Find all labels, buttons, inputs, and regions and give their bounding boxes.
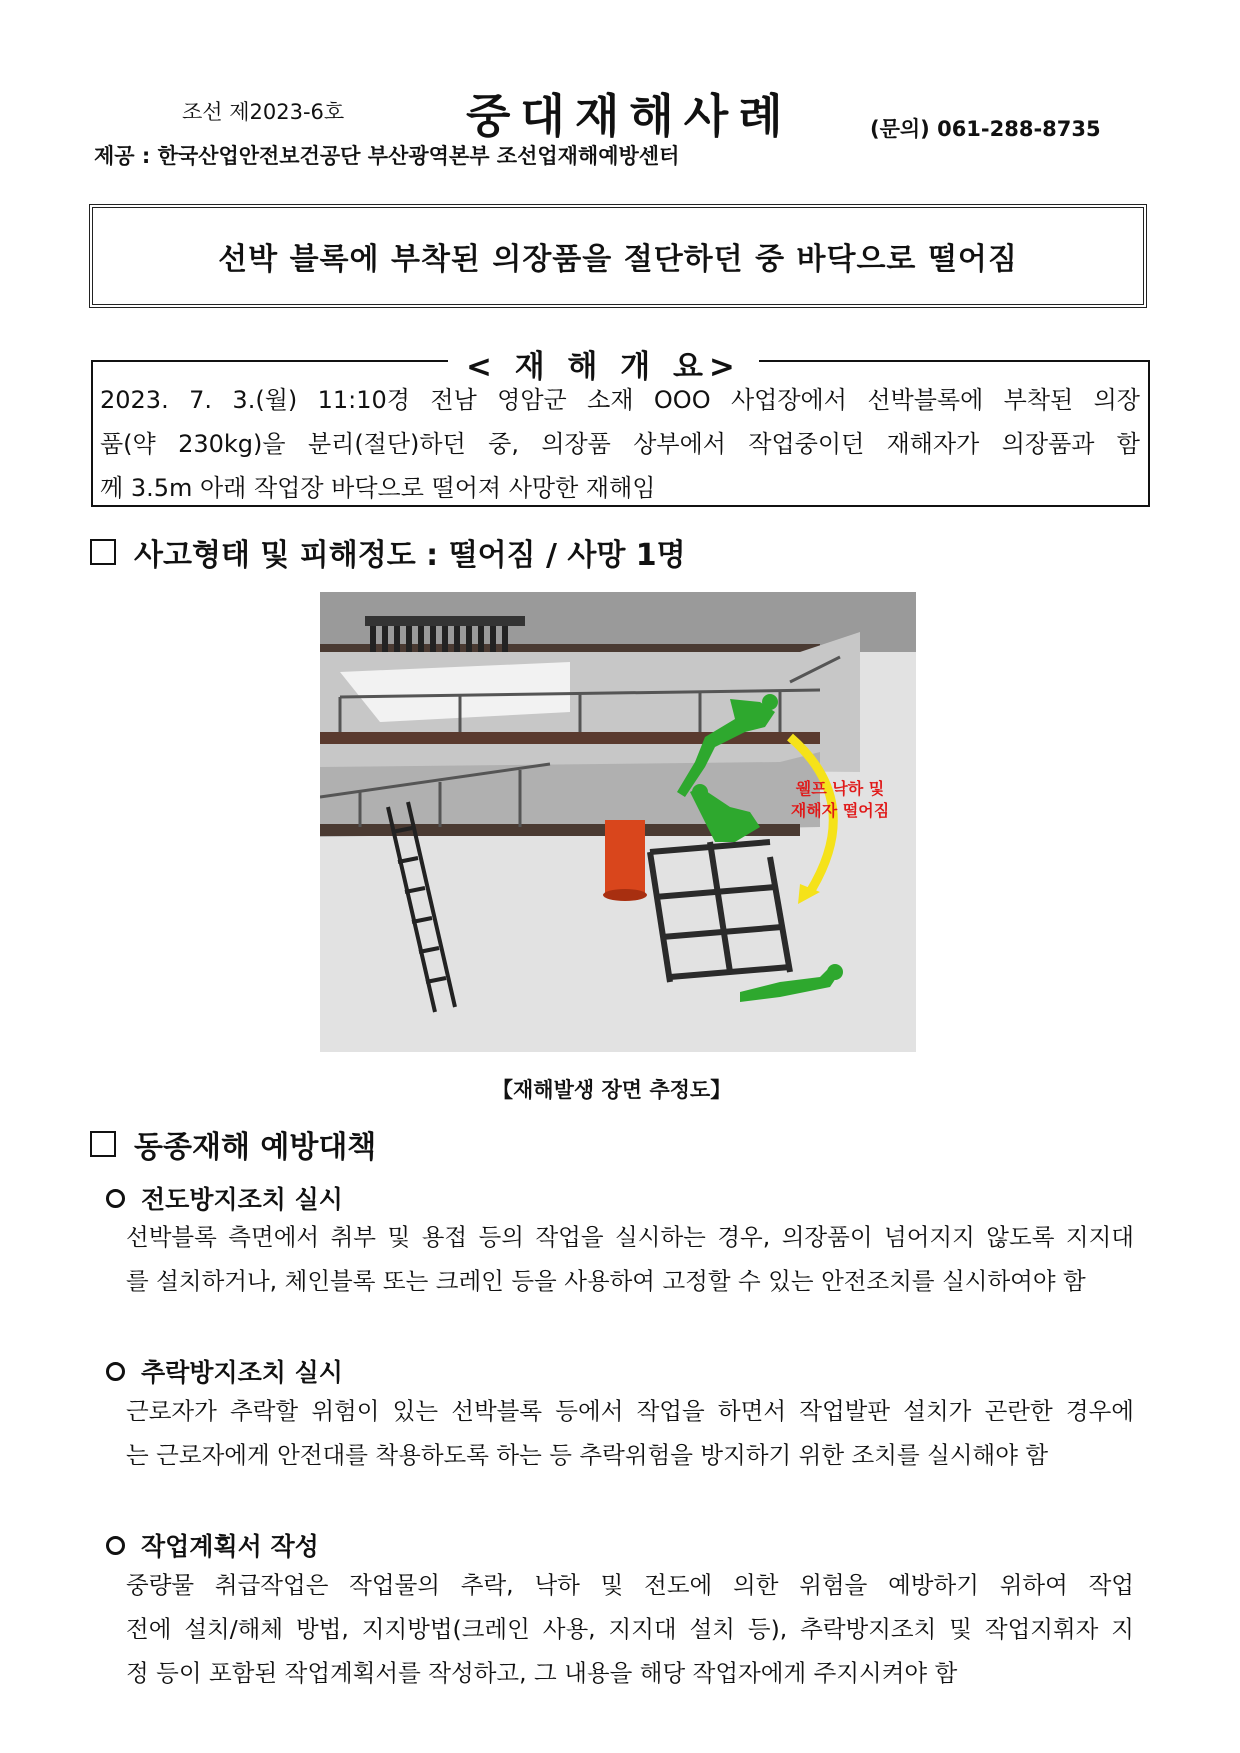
headline-box	[89, 204, 1147, 308]
support-pillar	[605, 820, 645, 895]
prevention-item-3-title	[106, 1527, 319, 1563]
prevention-heading-text: 동종재해 예방대책	[134, 1130, 377, 1165]
outfitting-frame	[650, 842, 790, 982]
opening	[340, 662, 570, 722]
body-line: 전에 설치/해체 방법, 지지방법(크레인 사용, 지지대 설치 등), 추락방지조치 및 작업지휘자 지	[126, 1615, 1134, 1643]
prevention-item-2-body	[126, 1389, 1134, 1477]
bullet-circle-icon	[106, 1362, 125, 1381]
body-line: 중량물 취급작업은 작업물의 추락, 낙하 및 전도에 의한 위험을 예방하기 위하여 작업	[126, 1571, 1134, 1599]
prevention-item-1-body	[126, 1215, 1134, 1303]
accident-scene-svg	[320, 592, 916, 1052]
contact-phone: (문의) 061-288-8735	[870, 117, 1101, 141]
body-line: 를 설치하거나, 체인블록 또는 크레인 등을 사용하여 고정할 수 있는 안전조치를 실시하여야 함	[126, 1267, 1086, 1295]
summary-line: 품(약 230kg)을 분리(절단)하던 중, 의장품 상부에서 작업중이던 재해자가 의장품과 함	[100, 430, 1140, 458]
body-line: 선박블록 측면에서 취부 및 용접 등의 작업을 실시하는 경우, 의장품이 넘어지지 않도록 지지대	[126, 1223, 1134, 1251]
prevention-item-3-body	[126, 1563, 1134, 1695]
document-number: 조선 제2023-6호	[182, 100, 345, 124]
prevention-section-heading	[90, 1122, 376, 1166]
bullet-circle-icon	[106, 1189, 125, 1208]
accident-illustration	[320, 592, 916, 1052]
middle-deck	[320, 732, 820, 744]
summary-line: 2023. 7. 3.(월) 11:10경 전남 영암군 소재 OOO 사업장에서 선박블록에 부착된 의장	[100, 386, 1140, 414]
figure-label-line1: 웰프 낙하 및	[795, 779, 885, 798]
prevention-item-title: 추락방지조치 실시	[141, 1358, 343, 1387]
prevention-item-title: 작업계획서 작성	[141, 1532, 319, 1561]
prevention-item-title: 전도방지조치 실시	[141, 1185, 343, 1214]
page-title: 중대재해사례	[466, 89, 793, 143]
summary-line: 께 3.5m 아래 작업장 바닥으로 떨어져 사망한 재해임	[100, 474, 656, 502]
body-line: 근로자가 추락할 위험이 있는 선박블록 등에서 작업을 하면서 작업발판 설치가 곤란한 경우에	[126, 1397, 1134, 1425]
body-line: 는 근로자에게 안전대를 착용하도록 하는 등 추락위험을 방지하기 위한 조치를 실시해야 함	[126, 1441, 1049, 1469]
summary-text	[100, 378, 1140, 510]
prevention-item-2-title	[106, 1353, 343, 1389]
figure-label-line2: 재해자 떨어짐	[790, 801, 890, 820]
checkbox-square-icon	[90, 539, 116, 565]
accident-section-heading	[90, 530, 686, 574]
prevention-item-1-title	[106, 1180, 343, 1216]
figure-caption: 【재해발생 장면 추정도】	[492, 1078, 732, 1102]
body-line: 정 등이 포함된 작업계획서를 작성하고, 그 내용을 해당 작업자에게 주지시켜야 함	[126, 1659, 958, 1687]
summary-heading: < 재 해 개 요>	[448, 341, 759, 386]
headline-text: 선박 블록에 부착된 의장품을 절단하던 중 바닥으로 떨어짐	[218, 242, 1018, 277]
bullet-circle-icon	[106, 1536, 125, 1555]
accident-heading-text: 사고형태 및 피해정도 : 떨어짐 / 사망 1명	[134, 538, 686, 573]
provider-line: 제공 : 한국산업안전보건공단 부산광역본부 조선업재해예방센터	[94, 144, 680, 168]
checkbox-square-icon	[90, 1131, 116, 1157]
